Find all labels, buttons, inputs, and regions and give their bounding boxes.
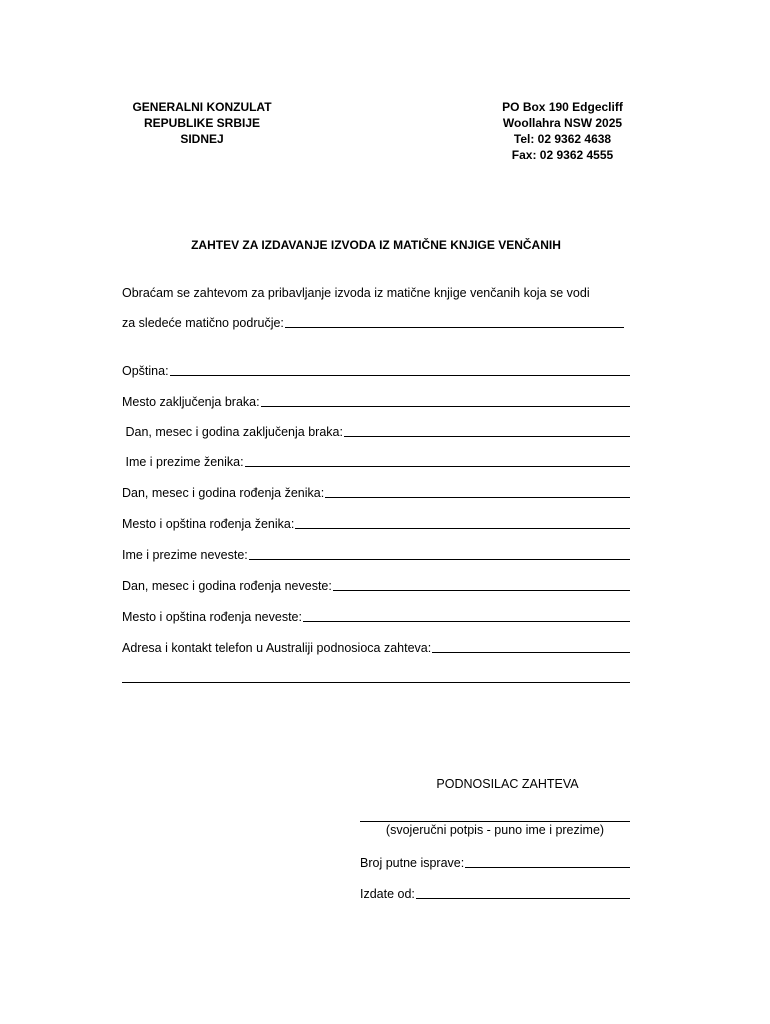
postal-address: PO Box 190 Edgecliff [502, 100, 623, 114]
passport-number-field [360, 854, 630, 870]
bride-birthdate-field [122, 577, 630, 593]
marriage-place-field [122, 393, 630, 409]
consulate-line-1: GENERALNI KONZULAT [132, 100, 272, 114]
consulate-header [122, 99, 282, 147]
issued-by-input-line[interactable] [416, 898, 630, 899]
region-field [122, 314, 624, 330]
address-input-line[interactable] [432, 652, 630, 653]
opstina-input-line[interactable] [170, 375, 630, 376]
issued-by-label: Izdate od: [360, 887, 415, 901]
groom-name-field [122, 453, 630, 469]
groom-name-label: Ime i prezime ženika: [122, 455, 244, 469]
consulate-line-3: SIDNEJ [180, 132, 224, 146]
groom-birthdate-input-line[interactable] [325, 497, 630, 498]
address-continuation-line[interactable] [122, 682, 630, 683]
region-input-line[interactable] [285, 327, 624, 328]
bride-birthdate-input-line[interactable] [333, 590, 630, 591]
bride-name-label: Ime i prezime neveste: [122, 548, 248, 562]
groom-birthplace-input-line[interactable] [295, 528, 630, 529]
marriage-place-input-line[interactable] [261, 406, 630, 407]
bride-birthdate-label: Dan, mesec i godina rođenja neveste: [122, 579, 332, 593]
bride-birthplace-label: Mesto i opština rođenja neveste: [122, 610, 302, 624]
marriage-date-field [122, 423, 630, 439]
fax-number: Fax: 02 9362 4555 [511, 148, 614, 162]
consulate-line-2: REPUBLIKE SRBIJE [143, 116, 261, 130]
intro-text: Obraćam se zahtevom za pribavljanje izvoda iz matične knjige venčanih koja se vodi [122, 286, 590, 300]
applicant-heading: PODNOSILAC ZAHTEVA [436, 777, 579, 791]
groom-birthdate-label: Dan, mesec i godina rođenja ženika: [122, 486, 325, 500]
issued-by-field [360, 885, 630, 901]
passport-number-label: Broj putne isprave: [360, 856, 465, 870]
contact-header [490, 99, 635, 163]
marriage-place-label: Mesto zaključenja braka: [122, 395, 260, 409]
form-title: ZAHTEV ZA IZDAVANJE IZVODA IZ MATIČNE KNJIGE VENČANIH [191, 238, 561, 252]
signature-caption: (svojeručni potpis - puno ime i prezime) [385, 823, 605, 837]
postal-city: Woollahra NSW 2025 [502, 116, 623, 130]
signature-line[interactable] [360, 821, 630, 822]
opstina-label: Opština: [122, 364, 169, 378]
bride-name-input-line[interactable] [249, 559, 630, 560]
region-label: za sledeće matično područje: [122, 316, 284, 330]
groom-birthplace-label: Mesto i opština rođenja ženika: [122, 517, 295, 531]
marriage-date-input-line[interactable] [344, 436, 630, 437]
marriage-date-label: Dan, mesec i godina zaključenja braka: [122, 425, 343, 439]
bride-birthplace-field [122, 608, 630, 624]
bride-name-field [122, 546, 630, 562]
bride-birthplace-input-line[interactable] [303, 621, 630, 622]
passport-number-input-line[interactable] [465, 867, 630, 868]
opstina-field [122, 362, 630, 378]
groom-name-input-line[interactable] [245, 466, 630, 467]
groom-birthdate-field [122, 484, 630, 500]
address-field [122, 639, 630, 655]
groom-birthplace-field [122, 515, 630, 531]
address-label: Adresa i kontakt telefon u Australiji podnosioca zahteva: [122, 641, 432, 655]
phone-number: Tel: 02 9362 4638 [513, 132, 612, 146]
